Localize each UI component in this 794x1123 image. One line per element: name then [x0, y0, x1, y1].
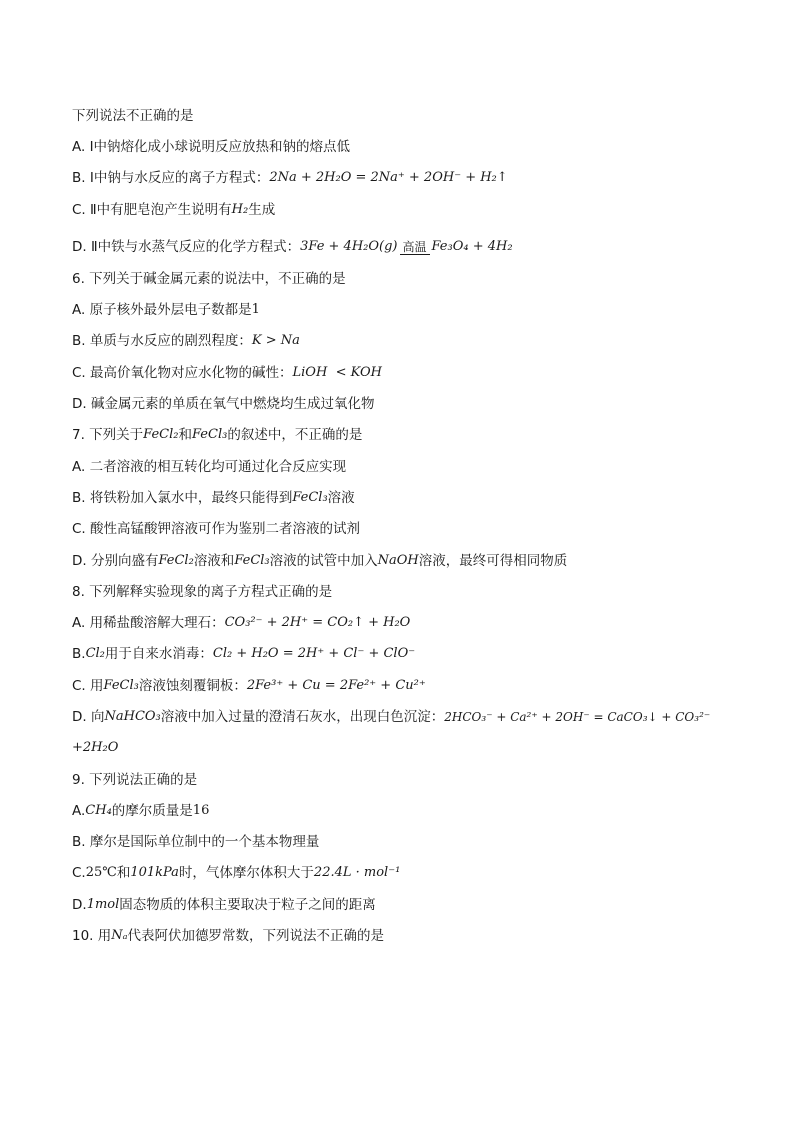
question-6-stem — [72, 263, 722, 294]
formula: FeCl₂ — [158, 552, 194, 568]
question-10-stem — [72, 920, 722, 951]
question-8-stem — [72, 576, 722, 607]
formula: CH₄ — [85, 802, 112, 818]
option-text: 生成 — [248, 201, 276, 218]
question-7-stem — [72, 420, 722, 451]
condition-bar — [400, 254, 430, 255]
number: 1 — [251, 302, 260, 318]
ionic-equation: 2Fe³⁺ + Cu = 2Fe²⁺ + Cu²⁺ — [246, 677, 426, 693]
option-text: B. Ⅰ中钠与水反应的离子方程式： — [72, 170, 270, 187]
question-8-option-d — [72, 701, 722, 732]
formula: Cl₂ — [85, 646, 105, 662]
option-text: A. 原子核外最外层电子数都是 — [72, 302, 252, 319]
option-text: B. 单质与水反应的剧烈程度： — [72, 333, 252, 350]
pressure: 101kPa — [130, 865, 179, 881]
option-text: D. 碱金属元素的单质在氧气中燃烧均生成过氧化物 — [72, 396, 375, 413]
option-text: 溶液 — [327, 489, 355, 506]
stem-text: 9. 下列说法正确的是 — [72, 771, 198, 788]
stem-text: 8. 下列解释实验现象的离子方程式正确的是 — [72, 583, 333, 600]
stem-text: 10. 用 — [72, 928, 112, 945]
stem-text: 的叙述中，不正确的是 — [227, 427, 363, 444]
equation-reactants: 3Fe + 4H₂O(g) — [300, 239, 398, 255]
question-8-option-b — [72, 639, 722, 670]
option-text: 溶液和 — [193, 552, 235, 569]
ionic-equation: 2Na + 2H₂O = 2Na⁺ + 2OH⁻ + H₂↑ — [269, 170, 508, 186]
stem-text: 和 — [178, 427, 192, 444]
question-7-option-d — [72, 545, 722, 576]
option-text: D. 分别向盛有 — [72, 552, 159, 569]
option-text: A. — [72, 802, 86, 819]
option-text: 溶液中加入过量的澄清石灰水，出现白色沉淀： — [160, 708, 445, 725]
option-text: A. 用稀盐酸溶解大理石： — [72, 615, 225, 632]
ionic-equation: Cl₂ + H₂O = 2H⁺ + Cl⁻ + ClO⁻ — [212, 646, 416, 662]
option-text: B. — [72, 646, 86, 663]
equation-products: Fe₃O₄ + 4H₂ — [431, 239, 513, 255]
option-text: A. 二者溶液的相互转化均可通过化合反应实现 — [72, 458, 347, 475]
stem-text: 代表阿伏加德罗常数，下列说法不正确的是 — [127, 928, 385, 945]
question-9-option-d — [72, 889, 722, 920]
question-9-stem — [72, 764, 722, 795]
question-7-option-b — [72, 482, 722, 513]
option-text: 溶液的试管中加入 — [269, 552, 378, 569]
formula: FeCl₂ — [143, 427, 179, 443]
option-text: B. 摩尔是国际单位制中的一个基本物理量 — [72, 834, 320, 851]
ionic-equation: CO₃²⁻ + 2H⁺ = CO₂↑ + H₂O — [224, 615, 411, 631]
option-text: D. — [72, 896, 87, 913]
question-8-option-a — [72, 607, 722, 638]
molar-volume: 22.4L · mol⁻¹ — [313, 865, 401, 881]
formula: LiOH < KOH — [292, 364, 382, 380]
question-9-option-a — [72, 795, 722, 826]
formula: FeCl₃ — [103, 677, 139, 693]
option-text: D. Ⅱ中铁与水蒸气反应的化学方程式： — [72, 239, 301, 256]
avogadro-symbol: Nₐ — [111, 928, 128, 944]
option-text: 溶液，最终可得相同物质 — [418, 552, 568, 569]
question-6-option-b — [72, 326, 722, 357]
amount: 1mol — [86, 896, 120, 912]
ionic-equation: +2H₂O — [72, 740, 119, 756]
option-text: 固态物质的体积主要取决于粒子之间的距离 — [119, 896, 376, 913]
formula: H₂ — [231, 201, 249, 217]
option-text: D. 向 — [72, 708, 105, 725]
formula: K > Na — [251, 333, 300, 349]
option-text: C. Ⅱ中有肥皂泡产生说明有 — [72, 201, 232, 218]
option-text: A. Ⅰ中钠熔化成小球说明反应放热和钠的熔点低 — [72, 138, 351, 155]
condition-label: 高温 — [402, 240, 427, 255]
question-6-option-c — [72, 357, 722, 388]
question-page — [72, 100, 722, 952]
option-text: 用于自来水消毒： — [104, 646, 213, 663]
question-7-option-a — [72, 451, 722, 482]
question-6-option-d — [72, 388, 722, 419]
option-text: C. 酸性高锰酸钾溶液可作为鉴别二者溶液的试剂 — [72, 521, 361, 538]
question-9-option-b — [72, 827, 722, 858]
question-5-option-b — [72, 163, 722, 194]
temperature: 25℃ — [85, 865, 117, 881]
formula: NaOH — [377, 552, 419, 568]
question-9-option-c — [72, 858, 722, 889]
question-8-option-c — [72, 670, 722, 701]
question-5-option-d — [72, 225, 722, 263]
option-text: 和 — [116, 865, 131, 882]
option-text: C. 最高价氧化物对应水化物的碱性： — [72, 364, 293, 381]
question-5-option-a — [72, 131, 722, 162]
option-text: 的摩尔质量是 — [111, 802, 193, 819]
number: 16 — [192, 802, 210, 818]
formula: FeCl₃ — [192, 427, 228, 443]
question-8-option-d-continuation — [72, 733, 722, 764]
ionic-equation: 2HCO₃⁻ + Ca²⁺ + 2OH⁻ = CaCO₃↓ + CO₃²⁻ — [444, 709, 711, 724]
option-text: 溶液蚀刻覆铜板： — [138, 677, 247, 694]
formula: FeCl₃ — [234, 552, 270, 568]
option-text: B. 将铁粉加入氯水中，最终只能得到 — [72, 489, 293, 506]
stem-text: 7. 下列关于 — [72, 427, 144, 444]
stem-text: 下列说法不正确的是 — [72, 107, 194, 124]
formula: FeCl₃ — [292, 489, 328, 505]
option-text: C. — [72, 865, 86, 882]
question-7-option-c — [72, 514, 722, 545]
option-text: 时，气体摩尔体积大于 — [178, 865, 314, 882]
question-6-option-a — [72, 294, 722, 325]
question-5-option-c — [72, 194, 722, 225]
formula: NaHCO₃ — [104, 708, 161, 724]
stem-text: 6. 下列关于碱金属元素的说法中，不正确的是 — [72, 270, 346, 287]
option-text: C. 用 — [72, 677, 104, 694]
reaction-condition — [400, 241, 430, 257]
question-5-stem — [72, 100, 722, 131]
